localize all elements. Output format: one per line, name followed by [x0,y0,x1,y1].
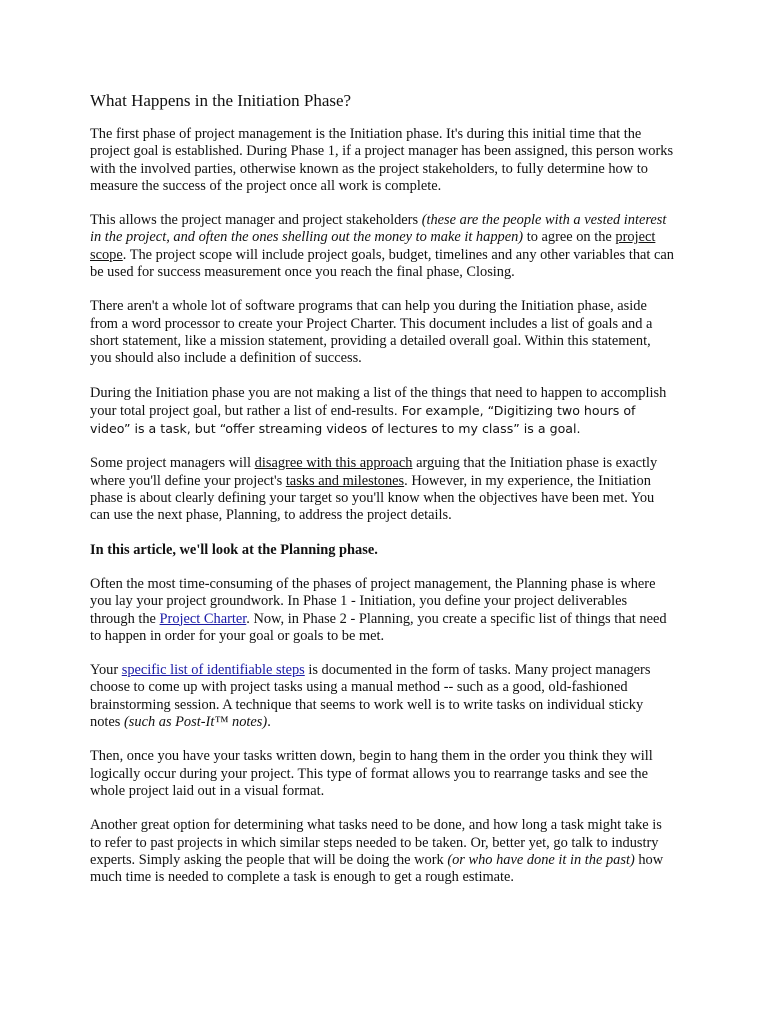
paragraph-steps-text-1: Your [90,662,122,679]
paragraph-steps [90,662,675,731]
planning-heading-text: In this article, we'll look at the Planning phase. [90,541,378,558]
paragraph-scope-text-3: . The project scope will include project goals, budget, timelines and any other variables that can be used for success measurement once you reach the final phase, Closing. [90,246,674,281]
paragraph-scope-text-2: to agree on the [523,229,616,246]
paragraph-steps-italic: (such as Post-It™ notes) [123,714,268,731]
paragraph-estimate-text-1: Another great option for determining what tasks need to be done, and how long a task might take is to refer to past projects in which similar steps needed to be taken. Or, better yet, go talk to industry experts. Simply asking the people that will be doing the work [90,817,662,868]
paragraph-disagree-text-1: Some project managers will [90,455,255,472]
identifiable-steps-link[interactable]: specific list of identifiable steps [121,662,305,679]
tasks-milestones-link[interactable]: tasks and milestones [285,472,405,489]
paragraph-planning-text-2: . Now, in Phase 2 - Planning, you create a specific list of things that need to happen in order for your goal or goals to be met. [90,610,667,644]
paragraph-estimate-text-2: how much time is needed to complete a task is enough to get a rough estimate. [90,851,664,886]
paragraph-steps-text-3: . [267,714,271,731]
paragraph-intro-text: The first phase of project management is the Initiation phase. It's during this initial time that the project goal is established. During Phase 1, if a project manager has been assigned, this person works with the involved parties, otherwise known as the project stakeholders, to fully determine how to measure the success of the project once all work is complete. [90,126,674,194]
paragraph-disagree-text-2: arguing that the Initiation phase is exactly where you'll define your project's [90,455,658,489]
project-scope-link[interactable]: project scope [90,229,656,263]
project-charter-link[interactable]: Project Charter [159,610,247,627]
paragraph-scope-text-1: This allows the project manager and project stakeholders [90,212,422,229]
page-title: What Happens in the Initiation Phase? [90,91,352,110]
disagree-approach-link[interactable]: disagree with this approach [254,455,413,472]
paragraph-end-results [90,385,675,439]
paragraph-end-results-example: . For example, “Digitizing two hours of video” is a task, but “offer streaming videos of lectures to my class” is a goal. [90,402,636,437]
paragraph-disagree-text-3: . However, in my experience, the Initiation phase is about clearly defining your target so you'll know when the objectives have been met. You can use the next phase, Planning, to address the project details. [90,472,655,524]
paragraph-planning-heading [90,542,675,559]
paragraph-steps-text-2: is documented in the form of tasks. Many project managers choose to come up with project tasks using a manual method -- such as a good, old-fashioned brainstorming session. A technique that seems to work well is to write tasks on individual sticky notes [90,662,651,731]
paragraph-scope-italic: (these are the people with a vested interest in the project, and often the ones shelling out the money to make it happen) [90,212,667,246]
paragraph-planning [90,576,675,645]
paragraph-disagree [90,455,675,524]
paragraph-planning-text-1: Often the most time-consuming of the phases of project management, the Planning phase is where you lay your project groundwork. In Phase 1 - Initiation, you define your project deliverables through the [90,575,656,627]
paragraph-estimate-italic: (or who have done it in the past) [447,851,635,868]
document-page [90,91,675,903]
paragraph-end-results-text: During the Initiation phase you are not making a list of the things that need to happen to accomplish your total project goal, but rather a list of end-results [90,384,667,419]
paragraph-estimate [90,817,675,886]
paragraph-scope [90,212,675,281]
paragraph-intro [90,126,675,195]
paragraph-software: There aren't a whole lot of software programs that can help you during the Initiation phase, aside from a word processor to create your Project Charter. This document includes a list of goals and a short statement, like a mission statement, providing a detailed overall goal. Within this statement, you should also include a definition of success. [90,298,653,367]
paragraph-order: Then, once you have your tasks written down, begin to hang them in the order you think they will logically occur during your project. This type of format allows you to rearrange tasks and see the whole project laid out in a visual format. [90,748,653,799]
